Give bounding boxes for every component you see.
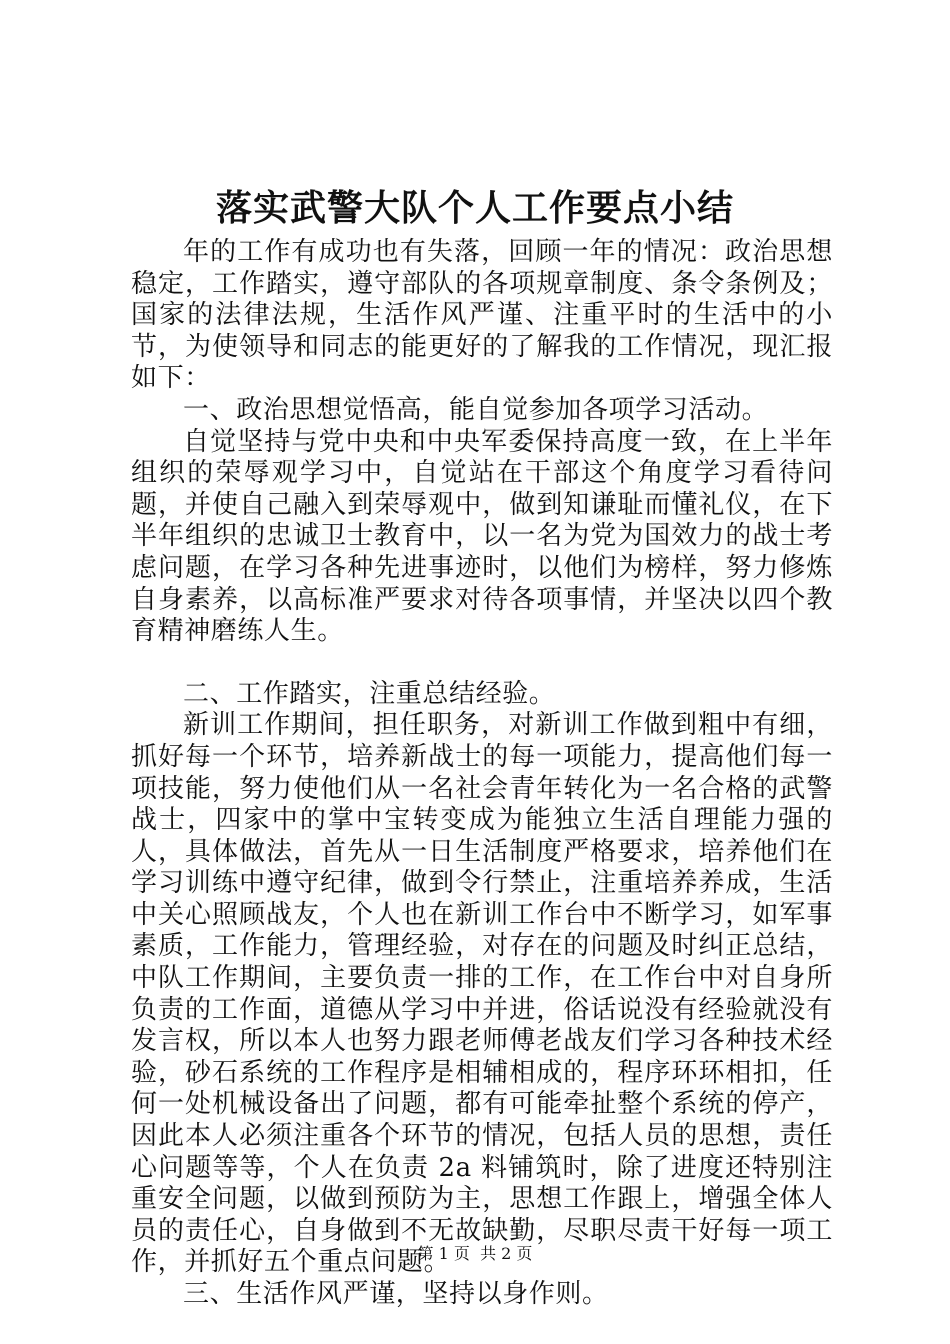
document-title: 落实武警大队个人工作要点小结 [215, 187, 734, 229]
paragraph-spacer [131, 648, 833, 679]
section-1-paragraph: 自觉坚持与党中央和中央军委保持高度一致，在上半年组织的荣辱观学习中，自觉站在干部这个角度学习看待问题，并使自己融入到荣辱观中，做到知谦耻而懂礼仪，在下半年组织的忠诚卫士教育中，以一名为党为国效力的战士考虑问题，在学习各种先进事迹时，以他们为榜样，努力修炼自身素养，以高标准严要求对待各项事情，并坚决以四个教育精神磨练人生。 [131, 426, 833, 647]
page-footer [0, 1243, 950, 1265]
document-body [131, 237, 833, 1311]
intro-paragraph: 年的工作有成功也有失落，回顾一年的情况：政治思想稳定，工作踏实，遵守部队的各项规章制度、条令条例及；国家的法律法规，生活作风严谨、注重平时的生活中的小节，为使领导和同志的能更好的了解我的工作情况，现汇报如下： [131, 237, 833, 394]
page-number-label: 第 1 页 共 2 页 [417, 1244, 533, 1263]
section-heading-3: 三、生活作风严谨，坚持以身作则。 [183, 1279, 609, 1309]
section-heading-1: 一、政治思想觉悟高，能自觉参加各项学习活动。 [183, 394, 769, 425]
section-heading-2: 二、工作踏实，注重总结经验。 [183, 678, 556, 709]
section-2-paragraph: 新训工作期间，担任职务，对新训工作做到粗中有细，抓好每一个环节，培养新战士的每一项能力，提高他们每一项技能，努力使他们从一名社会青年转化为一名合格的武警战士，四家中的掌中宝转变成为能独立生活自理能力强的人，具体做法，首先从一日生活制度严格要求，培养他们在学习训练中遵守纪律，做到令行禁止，注重培养养成，生活中关心照顾战友，个人也在新训工作台中不断学习，如军事素质，工作能力，管理经验，对存在的问题及时纠正总结，中队工作期间，主要负责一排的工作，在工作台中对自身所负责的工作面，道德从学习中并进，俗话说没有经验就没有发言权，所以本人也努力跟老师傅老战友们学习各种技术经验，砂石系统的工作程序是相辅相成的，程序环环相扣，任何一处机械设备出了问题，都有可能牵扯整个系统的停产，因此本人必须注重各个环节的情况，包括人员的思想，责任心问题等等，个人在负责 2a 料铺筑时，除了进度还特别注重安全问题，以做到预防为主，思想工作跟上，增强全体人员的责任心，自身做到不无故缺勤，尽职尽责干好每一项工作，并抓好五个重点问题。 [131, 710, 833, 1278]
